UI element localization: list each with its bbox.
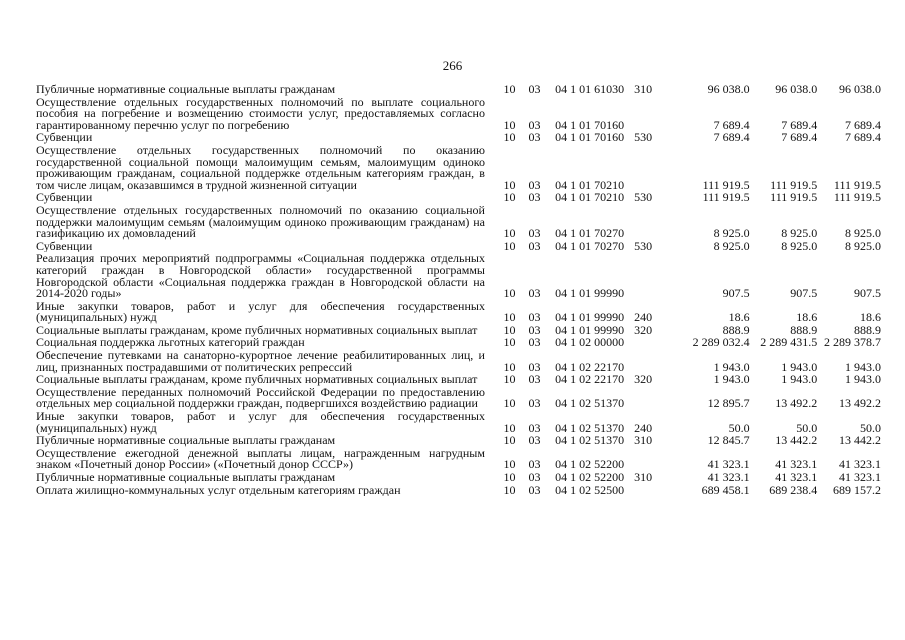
row-target-article: 04 1 02 22170 <box>555 359 625 374</box>
row-subsection-code: 03 <box>528 117 541 132</box>
row-amount-year-2: 2 289 431.5 <box>760 335 818 350</box>
row-target-article: 04 1 01 70210 <box>555 177 625 192</box>
row-name: Осуществление отдельных государственных полномочий по оказанию социальной поддержки малоимущим семьям (малоимущим одиноко проживающим гражданам) на газификацию их домовладений <box>36 202 485 241</box>
table-row <box>36 322 881 337</box>
row-target-article: 04 1 01 99990 <box>555 310 625 325</box>
row-expense-type: 240 <box>634 310 653 325</box>
row-subsection-code: 03 <box>528 130 541 145</box>
row-name: Иные закупки товаров, работ и услуг для обеспечения государственных (муниципальных) нужд <box>36 409 485 435</box>
row-amount-year-3: 41 323.1 <box>839 470 881 484</box>
row-section-code: 10 <box>503 470 516 484</box>
row-amount-year-2: 8 925.0 <box>781 226 818 241</box>
row-section-code: 10 <box>503 322 516 337</box>
row-amount-year-3: 18.6 <box>860 310 881 325</box>
row-amount-year-1: 1 943.0 <box>713 372 750 387</box>
row-amount-year-2: 1 943.0 <box>781 372 818 387</box>
table-row <box>36 350 881 373</box>
row-name: Публичные нормативные социальные выплаты гражданам <box>36 472 336 484</box>
row-section-code: 10 <box>503 177 516 192</box>
row-target-article: 04 1 02 22170 <box>555 372 625 387</box>
row-amount-year-1: 111 919.5 <box>702 177 750 192</box>
row-target-article: 04 1 01 61030 <box>555 82 625 96</box>
table-row <box>36 482 881 497</box>
row-name: Социальные выплаты гражданам, кроме публичных нормативных социальных выплат <box>36 372 478 387</box>
row-amount-year-2: 8 925.0 <box>781 238 818 253</box>
row-target-article: 04 1 02 52500 <box>555 482 625 497</box>
row-amount-year-1: 1 943.0 <box>713 359 750 374</box>
row-subsection-code: 03 <box>528 322 541 337</box>
table-row <box>36 253 881 299</box>
row-target-article: 04 1 02 52200 <box>555 470 625 484</box>
table-row <box>36 298 881 325</box>
row-amount-year-2: 7 689.4 <box>781 130 818 145</box>
row-amount-year-1: 111 919.5 <box>702 190 750 205</box>
row-amount-year-2: 888.9 <box>790 322 818 337</box>
row-section-code: 10 <box>503 482 516 497</box>
row-name: Субвенции <box>36 192 93 204</box>
row-amount-year-3: 7 689.4 <box>845 130 881 145</box>
row-section-code: 10 <box>503 82 516 96</box>
row-amount-year-3: 50.0 <box>860 420 881 435</box>
row-amount-year-2: 50.0 <box>796 420 818 435</box>
row-amount-year-1: 689 458.1 <box>701 482 750 497</box>
table-row <box>36 202 881 241</box>
row-section-code: 10 <box>503 238 516 253</box>
page-number: 266 <box>442 58 463 73</box>
row-amount-year-3: 888.9 <box>854 322 881 337</box>
row-expense-type: 320 <box>634 372 653 387</box>
row-amount-year-3: 111 919.5 <box>833 177 881 192</box>
row-section-code: 10 <box>503 130 516 145</box>
row-amount-year-3: 8 925.0 <box>845 238 881 253</box>
row-amount-year-3: 7 689.4 <box>845 117 881 132</box>
row-name: Иные закупки товаров, работ и услуг для обеспечения государственных (муниципальных) нужд <box>36 298 485 325</box>
row-subsection-code: 03 <box>528 310 541 325</box>
row-target-article: 04 1 01 70270 <box>555 238 625 253</box>
row-target-article: 04 1 02 00000 <box>555 335 625 350</box>
row-target-article: 04 1 02 51370 <box>555 420 625 435</box>
row-name: Осуществление отдельных государственных полномочий по выплате социального пособия на погребение и возмещению стоимости услуг, предоставляемых согласно гарантированному перечню услуг по погребению <box>36 94 485 132</box>
row-subsection-code: 03 <box>528 433 541 448</box>
row-amount-year-1: 96 038.0 <box>707 82 750 96</box>
row-target-article: 04 1 02 52200 <box>555 457 625 472</box>
table-row <box>36 94 881 132</box>
row-section-code: 10 <box>503 359 516 374</box>
row-amount-year-1: 2 289 032.4 <box>692 335 750 350</box>
row-name: Осуществление переданных полномочий Российской Федерации по предоставлению отдельных мер социальной поддержки граждан, подвергшихся воздействию радиации <box>36 384 485 411</box>
row-subsection-code: 03 <box>528 238 541 253</box>
row-amount-year-2: 41 323.1 <box>775 457 818 472</box>
row-target-article: 04 1 01 99990 <box>555 286 625 301</box>
row-amount-year-3: 907.5 <box>854 286 881 301</box>
row-target-article: 04 1 02 51370 <box>555 433 625 448</box>
row-amount-year-2: 18.6 <box>796 310 818 325</box>
row-expense-type: 310 <box>634 82 653 96</box>
row-amount-year-2: 111 919.5 <box>770 190 818 205</box>
row-name: Осуществление отдельных государственных полномочий по оказанию государственной социальной помощи малоимущим семьям, малоимущим одиноко проживающим гражданам, социальной поддержке отдельным категориям граждан, в том числе лицам, оказавшимся в трудной жизненной ситуации <box>36 142 485 192</box>
row-target-article: 04 1 01 70160 <box>555 117 625 132</box>
row-amount-year-2: 689 238.4 <box>769 482 818 497</box>
row-subsection-code: 03 <box>528 335 541 350</box>
row-target-article: 04 1 01 70210 <box>555 190 625 205</box>
row-name: Осуществление ежегодной денежной выплаты лицам, награжденным нагрудным знаком «Почетный донор России» («Почетный донор СССР») <box>36 445 485 472</box>
row-amount-year-1: 8 925.0 <box>713 238 750 253</box>
budget-table <box>36 84 881 497</box>
row-expense-type: 530 <box>634 130 653 145</box>
row-target-article: 04 1 02 51370 <box>555 396 625 411</box>
row-target-article: 04 1 01 99990 <box>555 322 625 337</box>
row-subsection-code: 03 <box>528 420 541 435</box>
row-name: Реализация прочих мероприятий подпрограммы «Социальная поддержка отдельных категорий граждан в Новгородской области» государственной программы Новгородской области «Социальная поддержка граждан в Новгородской области на 2014-2020 годы» <box>36 251 485 301</box>
row-expense-type: 530 <box>634 190 653 205</box>
row-amount-year-3: 689 157.2 <box>833 482 881 497</box>
row-section-code: 10 <box>503 433 516 448</box>
row-subsection-code: 03 <box>528 457 541 472</box>
row-amount-year-3: 1 943.0 <box>845 372 881 387</box>
row-name: Публичные нормативные социальные выплаты гражданам <box>36 84 336 96</box>
row-amount-year-1: 8 925.0 <box>713 226 750 241</box>
row-name: Субвенции <box>36 240 93 253</box>
row-amount-year-1: 7 689.4 <box>713 117 750 132</box>
row-section-code: 10 <box>503 335 516 350</box>
row-amount-year-2: 13 492.2 <box>775 396 818 411</box>
row-amount-year-2: 1 943.0 <box>781 359 818 374</box>
table-row <box>36 472 881 484</box>
row-name: Социальная поддержка льготных категорий граждан <box>36 337 305 350</box>
row-expense-type: 310 <box>634 470 653 484</box>
row-amount-year-3: 2 289 378.7 <box>824 335 881 350</box>
row-section-code: 10 <box>503 396 516 411</box>
row-expense-type: 320 <box>634 322 653 337</box>
row-amount-year-1: 18.6 <box>728 310 750 325</box>
row-section-code: 10 <box>503 117 516 132</box>
row-expense-type: 530 <box>634 238 653 253</box>
row-subsection-code: 03 <box>528 359 541 374</box>
row-section-code: 10 <box>503 372 516 387</box>
row-amount-year-1: 50.0 <box>728 420 750 435</box>
table-row <box>36 445 881 472</box>
row-subsection-code: 03 <box>528 226 541 241</box>
row-amount-year-1: 7 689.4 <box>713 130 750 145</box>
row-amount-year-2: 13 442.2 <box>775 433 818 448</box>
row-subsection-code: 03 <box>528 82 541 96</box>
row-amount-year-1: 41 323.1 <box>707 470 750 484</box>
row-subsection-code: 03 <box>528 190 541 205</box>
row-amount-year-3: 13 492.2 <box>839 396 881 411</box>
row-expense-type: 240 <box>634 420 653 435</box>
row-section-code: 10 <box>503 420 516 435</box>
row-amount-year-3: 8 925.0 <box>845 226 881 241</box>
row-name: Субвенции <box>36 132 93 144</box>
row-subsection-code: 03 <box>528 470 541 484</box>
table-row <box>36 411 881 434</box>
row-section-code: 10 <box>503 226 516 241</box>
row-subsection-code: 03 <box>528 286 541 301</box>
row-amount-year-1: 12 845.7 <box>707 433 750 448</box>
row-amount-year-3: 111 919.5 <box>833 190 881 205</box>
row-amount-year-2: 7 689.4 <box>781 117 818 132</box>
row-amount-year-1: 888.9 <box>722 322 750 337</box>
row-subsection-code: 03 <box>528 372 541 387</box>
row-name: Обеспечение путевками на санаторно-курортное лечение реабилитированных лиц, и лиц, признанных пострадавшими от политических репрессий <box>36 348 485 374</box>
row-expense-type: 310 <box>634 433 653 448</box>
row-name: Оплата жилищно-коммунальных услуг отдельным категориям граждан <box>36 484 401 497</box>
row-amount-year-1: 12 895.7 <box>707 396 750 411</box>
row-section-code: 10 <box>503 457 516 472</box>
row-subsection-code: 03 <box>528 177 541 192</box>
row-name: Социальные выплаты гражданам, кроме публичных нормативных социальных выплат <box>36 322 478 337</box>
table-row <box>36 84 881 96</box>
row-subsection-code: 03 <box>528 482 541 497</box>
row-amount-year-3: 13 442.2 <box>839 433 881 448</box>
row-amount-year-2: 907.5 <box>790 286 818 301</box>
row-amount-year-2: 96 038.0 <box>775 82 818 96</box>
row-target-article: 04 1 01 70270 <box>555 226 625 241</box>
row-target-article: 04 1 01 70160 <box>555 130 625 145</box>
row-section-code: 10 <box>503 286 516 301</box>
row-amount-year-2: 41 323.1 <box>775 470 818 484</box>
table-row <box>36 384 881 411</box>
row-amount-year-3: 96 038.0 <box>839 82 881 96</box>
row-amount-year-3: 1 943.0 <box>845 359 881 374</box>
row-section-code: 10 <box>503 190 516 205</box>
row-amount-year-3: 41 323.1 <box>839 457 881 472</box>
row-amount-year-1: 907.5 <box>722 286 750 301</box>
row-name: Публичные нормативные социальные выплаты гражданам <box>36 435 336 447</box>
row-section-code: 10 <box>503 310 516 325</box>
row-subsection-code: 03 <box>528 396 541 411</box>
row-amount-year-2: 111 919.5 <box>770 177 818 192</box>
table-row <box>36 142 881 192</box>
row-amount-year-1: 41 323.1 <box>707 457 750 472</box>
